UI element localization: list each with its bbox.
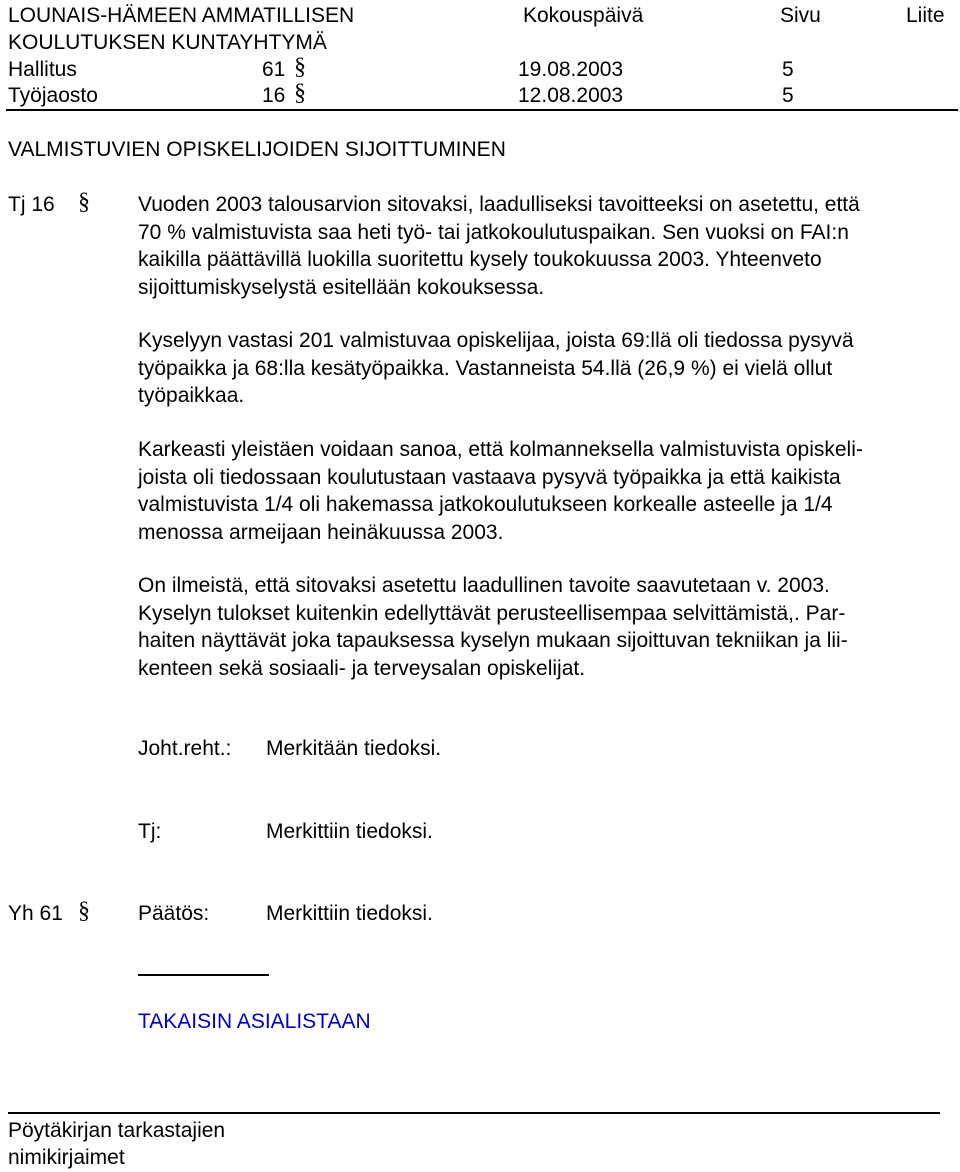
- paatos-decision: Merkittiin tiedoksi.: [266, 902, 433, 925]
- text-line: valmistuvista 1/4 oli hakemassa jatkokoulutukseen korkealle asteelle ja 1/4: [138, 493, 833, 516]
- signature-line: [138, 974, 269, 976]
- footer-initials-label: nimikirjaimet: [8, 1146, 125, 1169]
- text-line: On ilmeistä, että sitovaksi asetettu laadullinen tavoite saavutetaan v. 2003.: [138, 574, 830, 597]
- paatos-label: Päätös:: [138, 902, 210, 925]
- text-line: työpaikka ja 68:lla kesätyöpaikka. Vastanneista 54.llä (26,9 %) ei vielä ollut: [138, 356, 833, 380]
- header-appendix-label: Liite: [906, 4, 945, 27]
- org-name-line2: KOULUTUKSEN KUNTAYHTYMÄ: [8, 31, 327, 54]
- paragraph-conclusion: [138, 572, 953, 682]
- joht-reht-proposal: Merkitään tiedoksi.: [266, 737, 442, 760]
- section-sign-icon: §: [78, 189, 90, 215]
- org-name-line1: LOUNAIS-HÄMEEN AMMATILLISEN: [8, 4, 355, 27]
- joht-reht-label: Joht.reht.:: [138, 737, 232, 760]
- meeting-date: 19.08.2003: [518, 58, 624, 81]
- page-number: 5: [782, 58, 794, 81]
- footer-divider: [8, 1112, 940, 1114]
- footer-inspectors-label: Pöytäkirjan tarkastajien: [8, 1119, 226, 1142]
- text-line: työpaikkaa.: [138, 384, 245, 407]
- meeting-body: Työjaosto: [8, 84, 98, 107]
- section-sign-icon: §: [78, 898, 90, 924]
- tj-section-marker: Tj 16: [8, 193, 55, 216]
- text-line: Kyselyyn vastasi 201 valmistuvaa opiskelijaa, joista 69:llä oli tiedossa pysyvä: [138, 329, 854, 352]
- tj-label: Tj:: [138, 820, 162, 843]
- header-divider: [6, 109, 958, 111]
- meeting-date: 12.08.2003: [518, 84, 624, 107]
- header-date-label: Kokouspäivä: [523, 4, 644, 27]
- back-to-agenda-link[interactable]: TAKAISIN ASIALISTAAN: [138, 1010, 371, 1033]
- header-page-label: Sivu: [780, 4, 821, 27]
- text-line: Karkeasti yleistäen voidaan sanoa, että kolmanneksella valmistuvista opiskeli-: [138, 438, 863, 461]
- meeting-body: Hallitus: [8, 58, 77, 81]
- section-number: 61: [262, 58, 286, 81]
- text-line: menossa armeijaan heinäkuussa 2003.: [138, 520, 504, 544]
- yh-section-marker: Yh 61: [8, 902, 63, 925]
- text-line: sijoittumiskyselystä esitellään kokouksessa.: [138, 275, 545, 299]
- text-line: kaikilla päättävillä luokilla suoritettu kysely toukokuussa 2003. Yhteenveto: [138, 248, 822, 271]
- text-line: 70 % valmistuvista saa heti työ- tai jatkokoulutuspaikan. Sen vuoksi on FAI:n: [138, 220, 849, 244]
- page-number: 5: [782, 84, 794, 107]
- section-number: 16: [262, 84, 286, 107]
- text-line: haiten näyttävät joka tapauksessa kyselyn mukaan sijoittuvan tekniikan ja lii-: [138, 629, 848, 652]
- section-sign-icon: §: [294, 80, 306, 106]
- text-line: kenteen sekä sosiaali- ja terveysalan opiskelijat.: [138, 656, 586, 680]
- text-line: Kyselyn tulokset kuitenkin edellyttävät perusteellisempaa selvittämistä,. Par-: [138, 601, 846, 625]
- tj-decision: Merkittiin tiedoksi.: [266, 820, 433, 843]
- paragraph-summary: [138, 436, 953, 546]
- text-line: joista oli tiedossaan koulutustaan vastaava pysyvä työpaikka ja että kaikista: [138, 465, 841, 489]
- paragraph-survey-results: [138, 327, 953, 410]
- text-line: Vuoden 2003 talousarvion sitovaksi, laadulliseksi tavoitteeksi on asetettu, että: [138, 193, 860, 216]
- paragraph-background: [138, 191, 953, 301]
- section-title: VALMISTUVIEN OPISKELIJOIDEN SIJOITTUMINEN: [8, 138, 506, 161]
- section-sign-icon: §: [294, 54, 306, 80]
